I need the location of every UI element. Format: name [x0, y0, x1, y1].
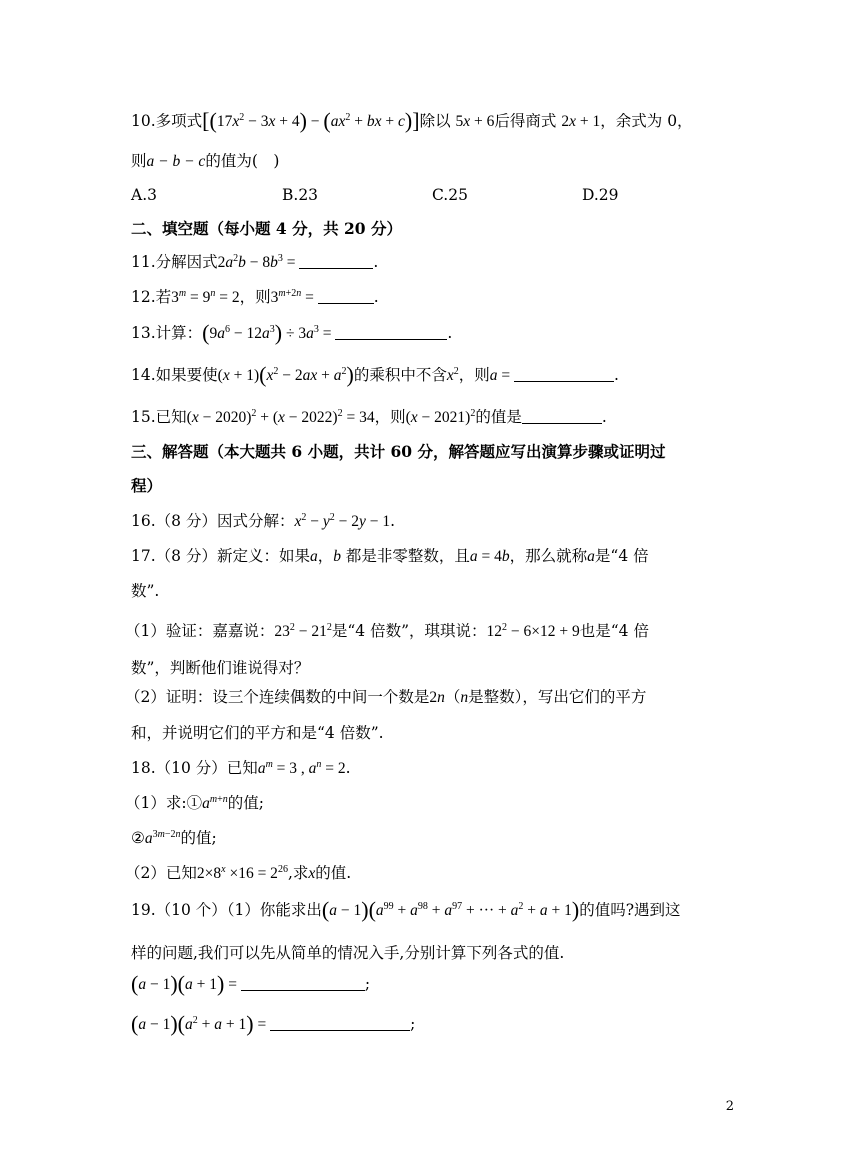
q14-mid: 的乘积中不含	[353, 366, 447, 384]
section-2-heading: 二、填空题（每小题 4 分，共 20 分）	[131, 219, 402, 238]
q10-mid2: 后得商式	[494, 112, 557, 130]
q12-mid: ，则	[239, 288, 271, 306]
q15-prefix: 15.已知	[131, 408, 187, 426]
q15-expression: $(x - 2021)^2$	[405, 408, 476, 426]
q10-option-b: B.23	[282, 186, 319, 204]
q10-line2-prefix: 则	[131, 152, 147, 170]
q17-line1-tail: 是“4 倍	[594, 547, 649, 565]
q16-expression: $x^2 - y^2 - 2y - 1$	[294, 512, 391, 530]
q17-p1-prefix: （1）验证：嘉嘉说：	[125, 622, 275, 640]
q10-quotient: 2x + 1	[561, 113, 601, 130]
q18-p1-prefix: （1）求:①	[125, 794, 203, 812]
q10-prefix: 10.多项式	[131, 112, 203, 130]
q18-p1b-prefix: ②	[131, 829, 145, 847]
q11-answer-blank[interactable]	[299, 254, 373, 269]
q17-line1-mid: 都是非零整数，且	[340, 547, 470, 565]
question-11	[131, 251, 760, 274]
q18-p1-expr: $a^{m+n}$	[202, 794, 228, 812]
q17-var-a-2: a	[587, 548, 595, 565]
q11-prefix: 11.分解因式	[131, 253, 218, 271]
q16-prefix: 16.（8 分）因式分解：	[131, 512, 295, 530]
question-12	[131, 286, 760, 309]
q17-p1-expr-b: $12^2 - 6\times 12 + 9$	[486, 622, 580, 640]
q17-var-a: a	[309, 548, 318, 565]
q15-condition: $(x - 2020)^2 + (x - 2022)^2 = 34$	[186, 408, 375, 426]
question-17-part1-line2: 数”，判断他们谁说得对？	[131, 659, 310, 677]
q15-tail: .	[601, 408, 607, 426]
q14-expression: $(x + 1)(x^2 - 2ax + a^2)$	[217, 362, 354, 387]
question-17-line1	[131, 545, 760, 568]
question-10-line2	[131, 150, 760, 173]
q19-item1-blank[interactable]	[241, 976, 365, 991]
q15-mid2: 的值是	[475, 408, 522, 426]
q19-line1-prefix: 19.（10 个）（1）你能求出	[131, 901, 322, 919]
q17-p2-mid: 是整数），写出它们的平方	[468, 688, 647, 706]
q13-expression: $(9a^6 - 12a^3) \div 3a^3$ =	[202, 320, 336, 345]
question-15	[131, 406, 760, 429]
q17-line1-mid2: ，那么就称	[509, 547, 588, 565]
q13-prefix: 13.计算：	[131, 324, 203, 342]
q14-term: $x^2$	[446, 366, 459, 384]
q18-p2-tail: 的值.	[315, 864, 352, 882]
q18-prefix: 18.（10 分）已知	[131, 759, 258, 777]
q18-p1-tail: 的值;	[227, 794, 264, 812]
q17-p2-prefix: （2）证明：设三个连续偶数的中间一个数是	[125, 688, 430, 706]
q17-p2-n: n	[460, 689, 469, 706]
q12-prefix: 12.若	[131, 288, 172, 306]
q13-answer-blank[interactable]	[335, 325, 447, 340]
question-17-part2-line1: （2）证明：设三个连续偶数的中间一个数是2n（n是整数），写出它们的平方	[125, 688, 647, 706]
question-18-part2	[125, 862, 760, 885]
q10-tail: ，余式为 0，	[600, 112, 693, 130]
q17-p1-tail: 也是“4 倍	[579, 622, 649, 640]
question-13	[131, 322, 760, 345]
q17-var-b: b	[333, 548, 341, 565]
q12-tail: .	[373, 288, 379, 306]
question-14	[131, 364, 760, 387]
q10-mid1: 除以	[419, 112, 451, 130]
q15-mid: ，则	[374, 408, 406, 426]
question-18-part1	[125, 792, 760, 815]
q18-p2-expr: $2\times 8^x \times 16 = 2^{26}$	[196, 864, 288, 882]
question-19-item1	[131, 973, 760, 996]
q12-answer-blank[interactable]	[318, 289, 374, 304]
q12-expression: $3^{m+2n}$ =	[270, 288, 318, 306]
q18-given: $a^m = 3$ , $a^n = 2$	[257, 759, 346, 777]
q14-answer-blank[interactable]	[514, 367, 614, 382]
q11-expression: $2a^2b - 8b^3$ =	[217, 253, 300, 271]
question-10-line1	[131, 110, 760, 133]
q19-item1-end: ;	[364, 975, 371, 993]
q10-expression: [$(17x^2 - 3x + 4) - (ax^2$ + bx + c)]	[202, 108, 420, 133]
q18-p1b-expr: $a^{3m-2n}$	[144, 829, 181, 847]
question-19-item2	[131, 1013, 760, 1036]
q15-answer-blank[interactable]	[522, 409, 602, 424]
question-19-line2: 样的问题,我们可以先从简单的情况入手,分别计算下列各式的值.	[131, 944, 565, 962]
q19-item2-expr: $(a - 1)(a^2 + a + 1)$ =	[131, 1011, 271, 1036]
q18-p2-x: x	[308, 865, 316, 882]
question-17-part2-line2: 和，并说明它们的平方和是“4 倍数”.	[131, 724, 384, 742]
q13-tail: .	[447, 324, 453, 342]
page-number: 2	[725, 1099, 734, 1114]
q14-prefix: 14.如果要使	[131, 366, 218, 384]
q18-p2-prefix: （2）已知	[125, 864, 197, 882]
q10-option-c: C.25	[432, 186, 468, 204]
q14-variable: a =	[489, 367, 514, 384]
q10-line2-expr: a − b − c	[146, 153, 206, 170]
section-3-heading-line1: 三、解答题（本大题共 6 小题，共计 60 分，解答题应写出演算步骤或证明过	[131, 442, 666, 461]
q17-comma: ，	[317, 547, 334, 565]
q17-definition: a = 4b	[469, 548, 510, 565]
question-17-part1-line1	[125, 620, 760, 643]
q11-tail: .	[373, 253, 379, 271]
q10-option-d: D.29	[582, 186, 619, 204]
q18-p2-mid: ,求	[287, 864, 309, 882]
q18-p1b-tail: 的值;	[180, 829, 217, 847]
q19-expression: $(a - 1)(a^{99} + a^{98} + a^{97}$ + ··· + $a^2 + a + 1$)	[321, 897, 580, 922]
question-19-line1	[131, 899, 760, 922]
q10-divisor: 5x + 6	[455, 113, 495, 130]
q16-tail: .	[390, 512, 396, 530]
q10-option-a: A.3	[131, 186, 157, 204]
q17-p2-2n: 2n	[429, 689, 445, 706]
q12-condition: $3^m = 9^n = 2$	[171, 288, 240, 306]
q17-p1-expr-a: $23^2 - 21^2$	[274, 622, 332, 640]
q19-item2-blank[interactable]	[270, 1016, 410, 1031]
q10-line2-tail: 的值为( )	[205, 152, 280, 170]
question-17-line2: 数”.	[131, 582, 160, 600]
q17-line1-prefix: 17.（8 分）新定义：如果	[131, 547, 310, 565]
q19-line1-tail: 的值吗?遇到这	[579, 901, 681, 919]
q17-p1-mid: 是“4 倍数”，琪琪说：	[331, 622, 487, 640]
q19-item1-expr: (a − 1)(a + 1) =	[131, 971, 241, 996]
section-3-heading-line2: 程）	[131, 476, 163, 495]
question-18: 18.（10 分）已知$a^m = 3$ , $a^n = 2$.	[131, 759, 351, 777]
question-18-part1b	[131, 827, 760, 850]
question-16	[131, 510, 760, 533]
q19-item2-end: ;	[410, 1015, 416, 1033]
q14-tail: .	[613, 366, 619, 384]
q14-mid2: ，则	[458, 366, 490, 384]
